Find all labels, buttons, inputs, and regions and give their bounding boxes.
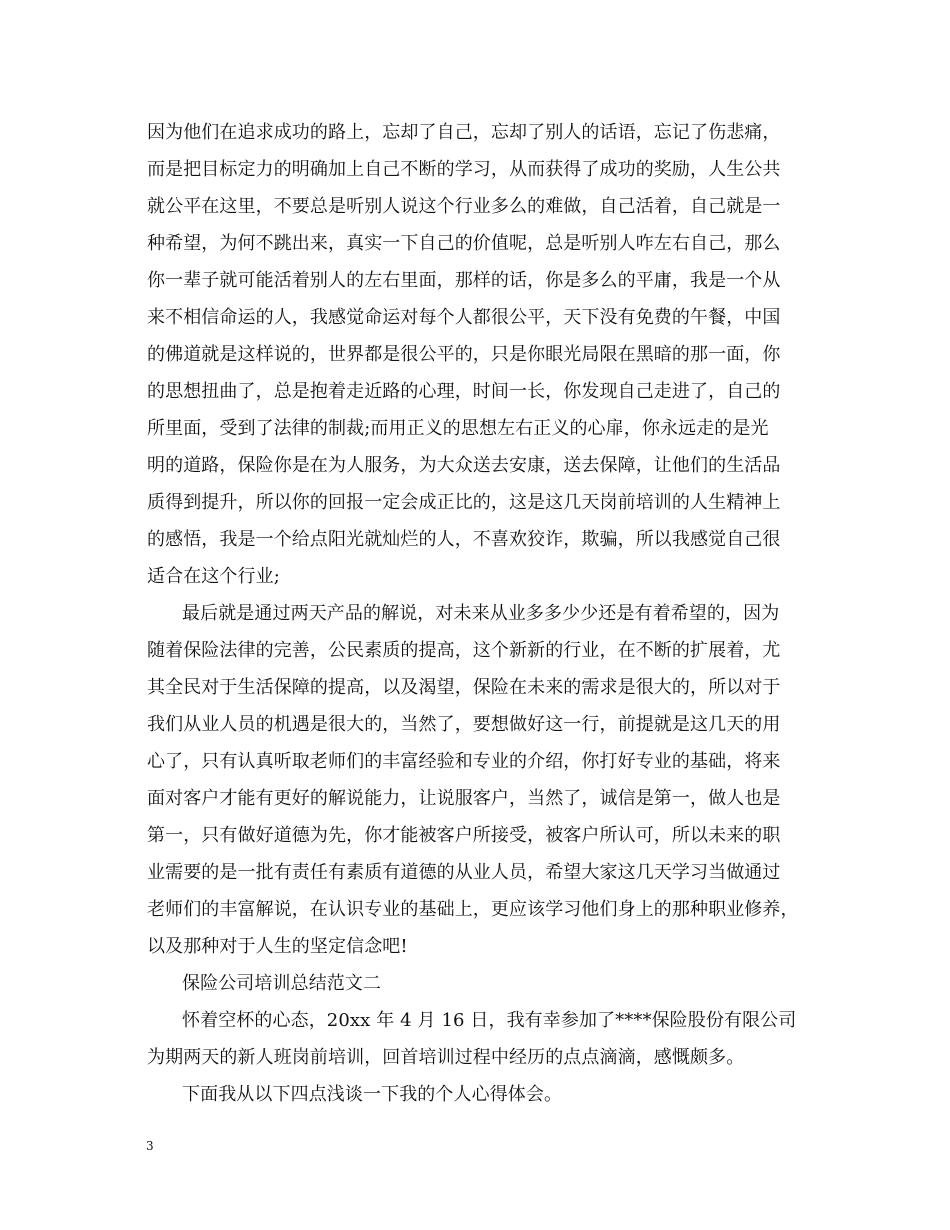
text-line: 所里面，受到了法律的制裁;而用正义的思想左右正义的心扉，你永远走的是光 [147, 418, 769, 439]
text-line: 我们从业人员的机遇是很大的，当然了，要想做好这一行，前提就是这几天的用 [147, 714, 781, 735]
text-line: 其全民对于生活保障的提高，以及渴望，保险在未来的需求是很大的，所以对于 [147, 677, 781, 698]
text-line: 的思想扭曲了，总是抱着走近路的心理，时间一长，你发现自己走进了，自己的 [147, 381, 781, 402]
text-line: 就公平在这里，不要总是听别人说这个行业多么的难做，自己活着，自己就是一 [147, 196, 781, 217]
text-line: 适合在这个行业; [147, 566, 280, 587]
paragraph-first-line: 下面我从以下四点浅谈一下我的个人心得体会。 [182, 1084, 563, 1105]
text-line: 以及那种对于人生的坚定信念吧! [147, 936, 408, 957]
page-number: 3 [146, 1139, 154, 1153]
text-line: 心了，只有认真听取老师们的丰富经验和专业的介绍，你打好专业的基础，将来 [147, 751, 781, 772]
text-line: 来不相信命运的人，我感觉命运对每个人都很公平，天下没有免费的午餐，中国 [147, 307, 781, 328]
text-line: 的佛道就是这样说的，世界都是很公平的，只是你眼光局限在黑暗的那一面，你 [147, 344, 781, 365]
text-line: 为期两天的新人班岗前培训，回首培训过程中经历的点点滴滴，感慨颇多。 [147, 1047, 745, 1068]
paragraph-first-line: 怀着空杯的心态，20xx 年 4 月 16 日，我有幸参加了****保险股份有限公司 [182, 1010, 797, 1031]
text-line: 业需要的是一批有责任有素质有道德的从业人员，希望大家这几天学习当做通过 [147, 862, 781, 883]
text-line: 因为他们在追求成功的路上，忘却了自己，忘却了别人的话语，忘记了伤悲痛， [147, 122, 781, 143]
section-heading: 保险公司培训总结范文二 [182, 973, 382, 994]
text-line: 而是把目标定力的明确加上自己不断的学习，从而获得了成功的奖励，人生公共 [147, 159, 781, 180]
text-line: 面对客户才能有更好的解说能力，让说服客户，当然了，诚信是第一，做人也是 [147, 788, 781, 809]
paragraph-first-line: 最后就是通过两天产品的解说，对未来从业多多少少还是有着希望的，因为 [182, 603, 780, 624]
text-line: 随着保险法律的完善，公民素质的提高，这个新新的行业，在不断的扩展着，尤 [147, 640, 781, 661]
text-line: 的感悟，我是一个给点阳光就灿烂的人，不喜欢狡诈，欺骗，所以我感觉自己很 [147, 529, 781, 550]
text-line: 种希望，为何不跳出来，真实一下自己的价值呢，总是听别人咋左右自己，那么 [147, 233, 781, 254]
text-line: 你一辈子就可能活着别人的左右里面，那样的话，你是多么的平庸，我是一个从 [147, 270, 781, 291]
text-line: 第一，只有做好道德为先，你才能被客户所接受，被客户所认可，所以未来的职 [147, 825, 781, 846]
text-line: 质得到提升，所以你的回报一定会成正比的，这是这几天岗前培训的人生精神上 [147, 492, 781, 513]
text-line: 明的道路，保险你是在为人服务，为大众送去安康，送去保障，让他们的生活品 [147, 455, 781, 476]
text-line: 老师们的丰富解说，在认识专业的基础上，更应该学习他们身上的那种职业修养， [147, 899, 799, 920]
